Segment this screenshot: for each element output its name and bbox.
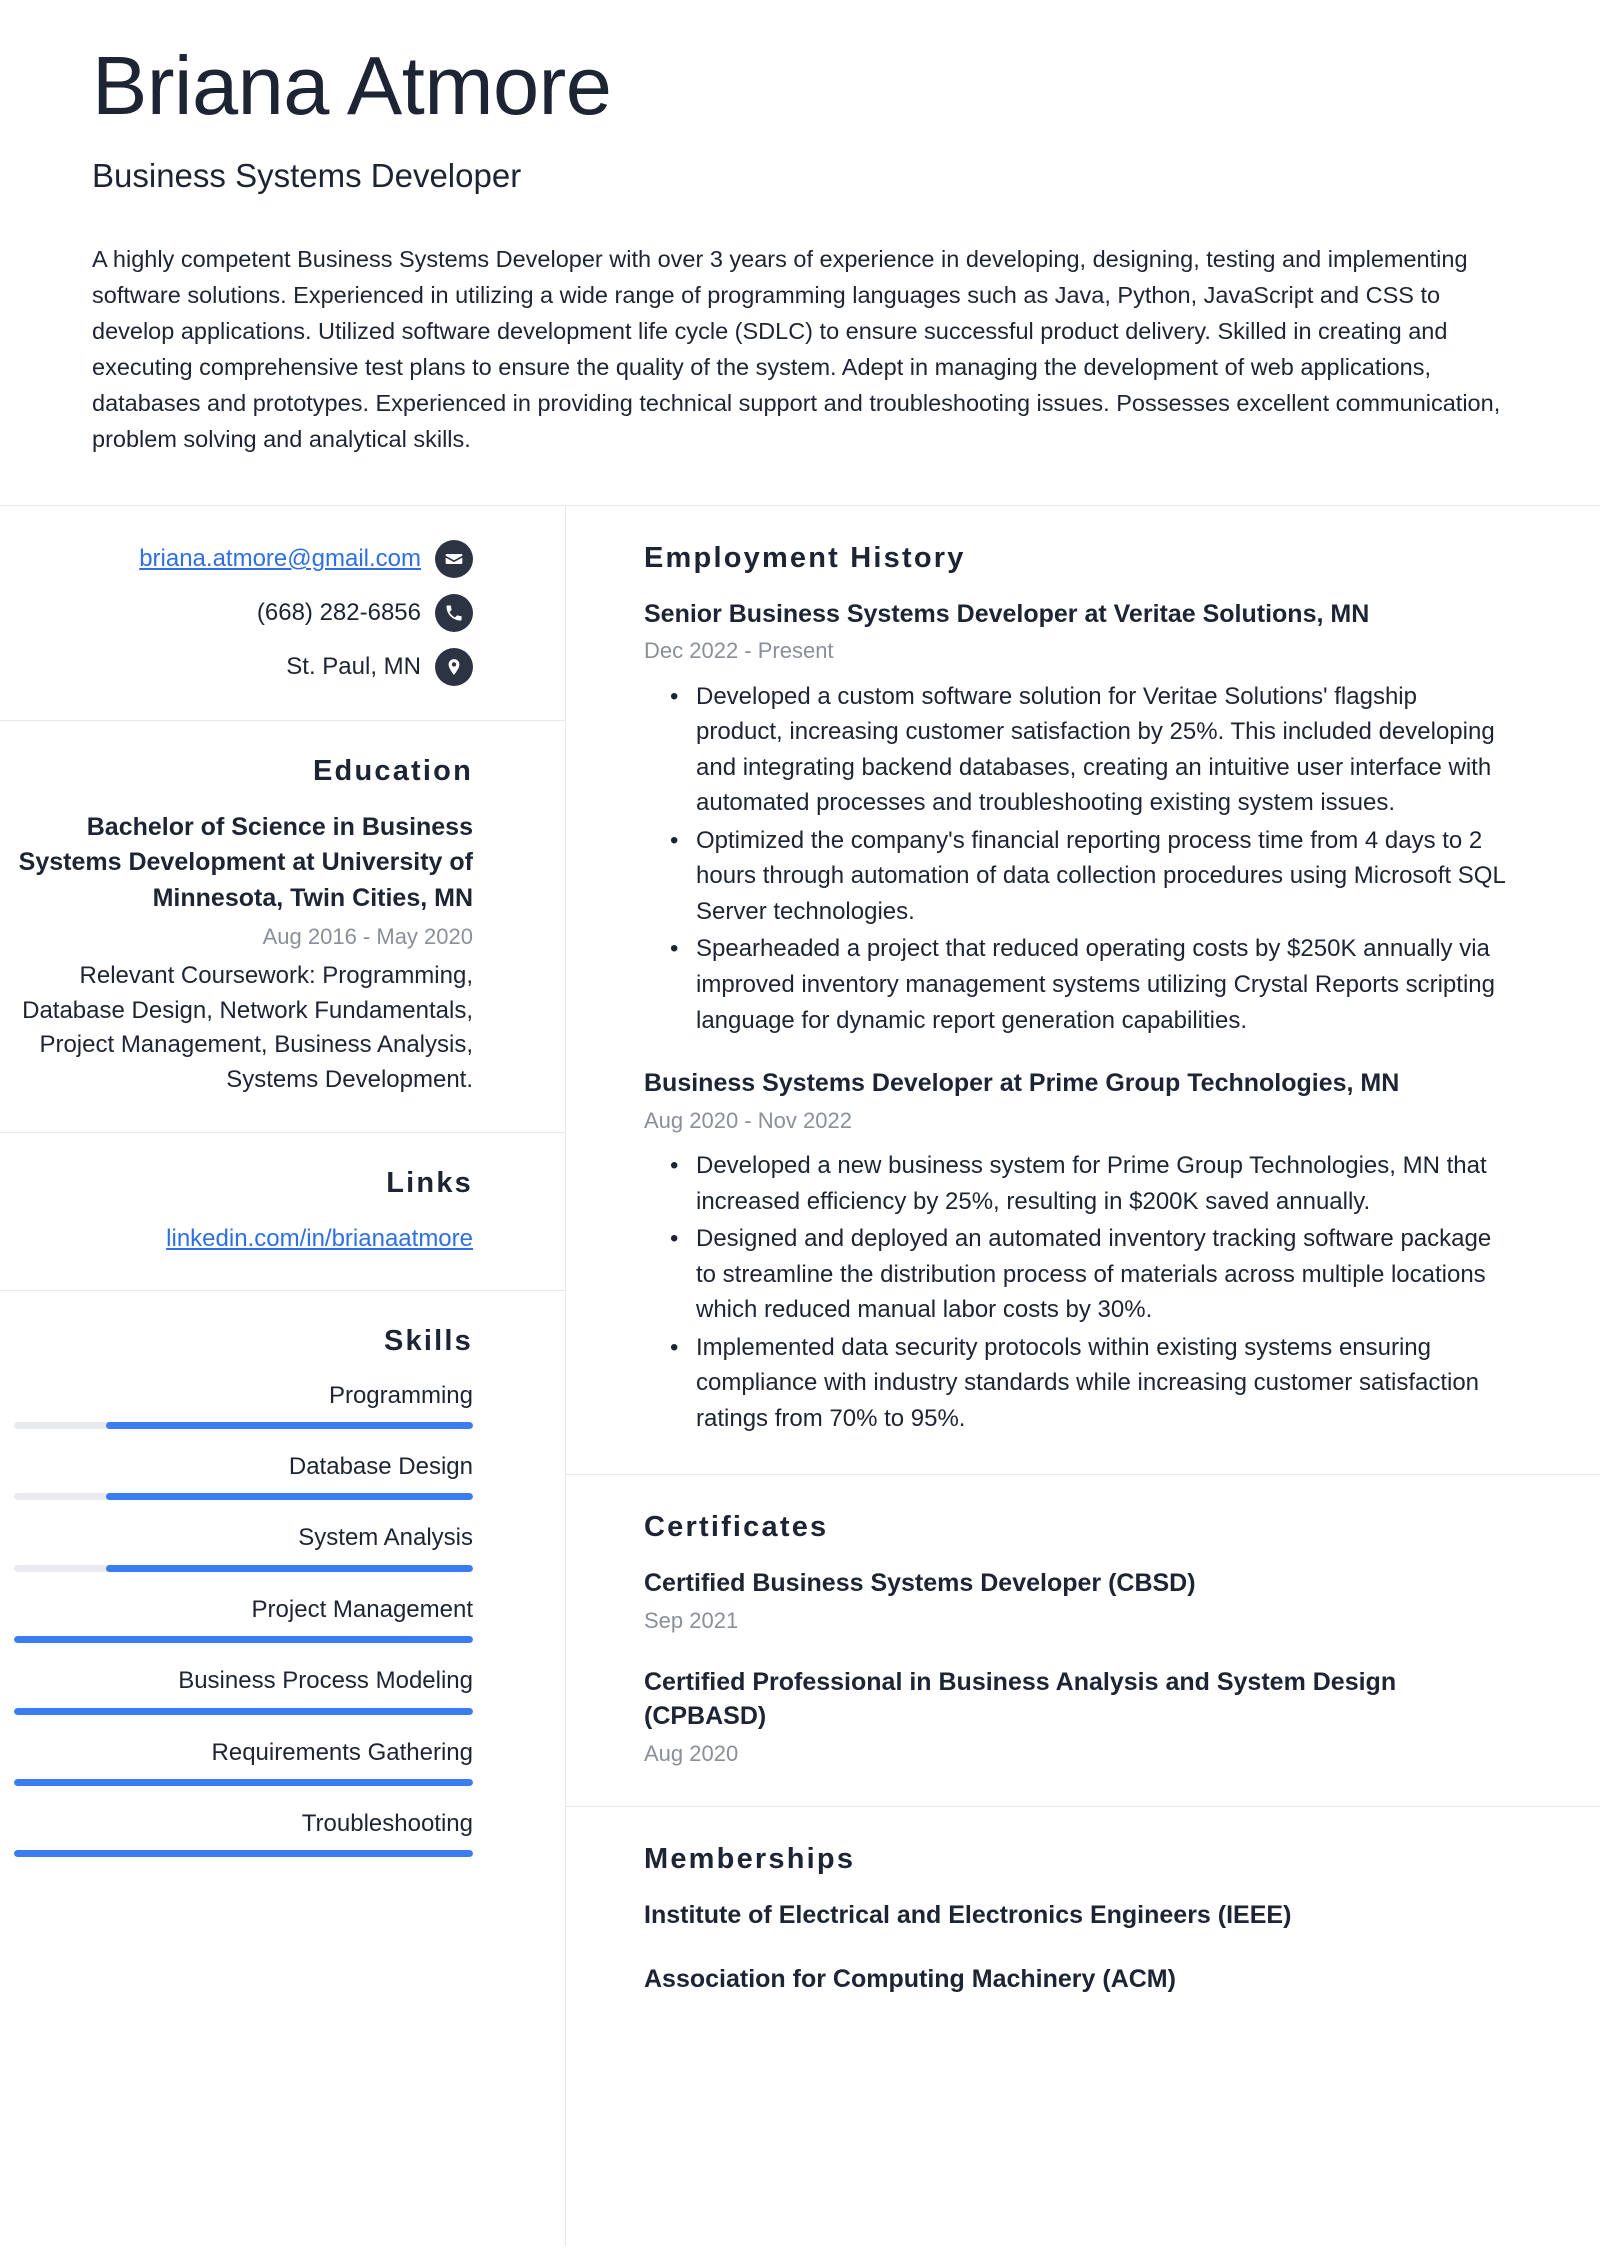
skill-level-fill <box>106 1493 473 1500</box>
skill-item <box>14 1451 473 1500</box>
contact-email-row[interactable] <box>139 540 473 578</box>
education-description: Relevant Coursework: Programming, Database Design, Network Fundamentals, Project Management, Business Analysis, Systems Development. <box>22 961 473 1094</box>
certificate-entry <box>644 1566 1508 1636</box>
contact-location-value: St. Paul, MN <box>286 652 421 680</box>
skills-section <box>0 1291 565 1892</box>
certificates-section <box>566 1475 1600 1806</box>
main-column <box>566 506 1600 2246</box>
employment-entry <box>644 597 1508 1038</box>
skill-item <box>14 1665 473 1714</box>
education-degree: Bachelor of Science in Business Systems Development at University of Minnesota, Twin Cities, MN <box>18 812 473 912</box>
map-pin-icon <box>435 648 473 686</box>
employment-bullet: • Developed a custom software solution for Veritae Solutions' flagship product, increasing customer satisfaction by 25%. This included developing and integrating backend databases, creating an intuitive user interface with automated processes and troubleshooting existing system issues. <box>696 679 1508 821</box>
jobs-list <box>644 597 1508 1437</box>
skill-level-fill <box>14 1708 473 1715</box>
contact-location-row <box>286 648 473 686</box>
skill-level-fill <box>106 1422 473 1429</box>
skills-list <box>14 1380 473 1858</box>
skill-name: Project Management <box>251 1595 473 1623</box>
contact-phone-value: (668) 282-6856 <box>256 598 421 626</box>
employment-bullet: • Developed a new business system for Prime Group Technologies, MN that increased efficiency by 25%, resulting in $200K saved annually. <box>696 1148 1508 1219</box>
job-title-subtitle: Business Systems Developer <box>92 156 522 194</box>
skill-name: Troubleshooting <box>301 1809 473 1837</box>
skill-name: Business Process Modeling <box>178 1667 473 1695</box>
skill-level-track <box>14 1850 473 1857</box>
employment-history-section <box>566 506 1600 1476</box>
employment-bullet: • Designed and deployed an automated inventory tracking software package to streamline the distribution process of materials across multiple locations which reduced manual labor costs by 30%. <box>696 1221 1508 1328</box>
employment-title: Senior Business Systems Developer at Veritae Solutions, MN <box>644 599 1370 628</box>
employment-bullet: • Optimized the company's financial reporting process time from 4 days to 2 hours through automation of data collection procedures using Microsoft SQL Server technologies. <box>696 823 1508 930</box>
skill-level-fill <box>106 1565 473 1572</box>
memberships-section <box>566 1807 1600 2033</box>
skill-level-track <box>14 1422 473 1429</box>
link-item[interactable]: linkedin.com/in/brianaatmore <box>166 1225 473 1253</box>
membership-entry: Association for Computing Machinery (ACM) <box>644 1965 1176 1994</box>
contact-phone-row[interactable] <box>257 594 473 632</box>
contact-list <box>14 540 473 686</box>
profile-summary: A highly competent Business Systems Developer with over 3 years of experience in developing, designing, testing and implementing software solutions. Experienced in utilizing a wide range of programming languages such as Java, Python, JavaScript and CSS to develop applications. Utilized software development life cycle (SDLC) to ensure successful product delivery. Skilled in creating and executing comprehensive test plans to ensure the quality of the system. Adept in managing the development of web applications, databases and prototypes. Experienced in providing technical support and troubleshooting issues. Possesses excellent communication, problem solving and analytical skills. <box>92 245 1501 452</box>
skill-name: Requirements Gathering <box>211 1738 473 1766</box>
employment-bullet: • Spearheaded a project that reduced operating costs by $250K annually via improved inventory management systems utilizing Crystal Reports scripting language for dynamic report generation capabilities. <box>696 931 1508 1038</box>
memberships-list <box>644 1898 1508 1997</box>
certificate-title: Certified Business Systems Developer (CBSD) <box>644 1569 1196 1598</box>
sidebar-column <box>0 506 566 2246</box>
skill-level-track <box>14 1493 473 1500</box>
membership-entry: Institute of Electrical and Electronics Engineers (IEEE) <box>644 1900 1292 1929</box>
skill-item <box>14 1522 473 1571</box>
page-title: Briana Atmore <box>92 39 612 132</box>
certificate-entry <box>644 1665 1508 1770</box>
skill-name: Database Design <box>288 1453 473 1481</box>
employment-title: Business Systems Developer at Prime Group Technologies, MN <box>644 1069 1400 1098</box>
skill-level-track <box>14 1636 473 1643</box>
skill-item <box>14 1594 473 1643</box>
skills-heading: Skills <box>384 1324 473 1357</box>
employment-date: Dec 2022 - Present <box>644 638 834 664</box>
contact-email-value[interactable]: briana.atmore@gmail.com <box>139 544 421 572</box>
envelope-icon <box>435 540 473 578</box>
employment-bullet-list <box>644 1148 1508 1436</box>
education-heading: Education <box>313 754 473 787</box>
skill-level-track <box>14 1779 473 1786</box>
skill-level-track <box>14 1565 473 1572</box>
skill-level-track <box>14 1708 473 1715</box>
skill-name: System Analysis <box>298 1524 473 1552</box>
skill-item <box>14 1380 473 1429</box>
certificate-title: Certified Professional in Business Analysis and System Design (CPBASD) <box>644 1667 1397 1731</box>
education-date: Aug 2016 - May 2020 <box>262 924 473 950</box>
employment-date: Aug 2020 - Nov 2022 <box>644 1107 852 1133</box>
employment-bullet: • Implemented data security protocols within existing systems ensuring compliance with industry standards while increasing customer satisfaction ratings from 70% to 95%. <box>696 1330 1508 1437</box>
certificates-list <box>644 1566 1508 1769</box>
certificate-date: Aug 2020 <box>644 1740 739 1766</box>
resume-header <box>0 0 1600 458</box>
links-section <box>0 1133 565 1291</box>
skill-item <box>14 1808 473 1857</box>
contact-details-section <box>0 506 565 721</box>
resume-body <box>0 506 1600 2246</box>
skill-item <box>14 1737 473 1786</box>
skill-level-fill <box>14 1779 473 1786</box>
skill-name: Programming <box>328 1381 473 1409</box>
certificate-date: Sep 2021 <box>644 1607 739 1633</box>
employment-history-heading: Employment History <box>644 541 966 574</box>
memberships-heading: Memberships <box>644 1842 856 1875</box>
skill-level-fill <box>14 1636 473 1643</box>
employment-entry <box>644 1066 1508 1436</box>
phone-icon <box>435 594 473 632</box>
links-heading: Links <box>386 1167 473 1200</box>
employment-bullet-list <box>644 679 1508 1038</box>
education-section <box>0 721 565 1133</box>
certificates-heading: Certificates <box>644 1511 829 1544</box>
skill-level-fill <box>14 1850 473 1857</box>
